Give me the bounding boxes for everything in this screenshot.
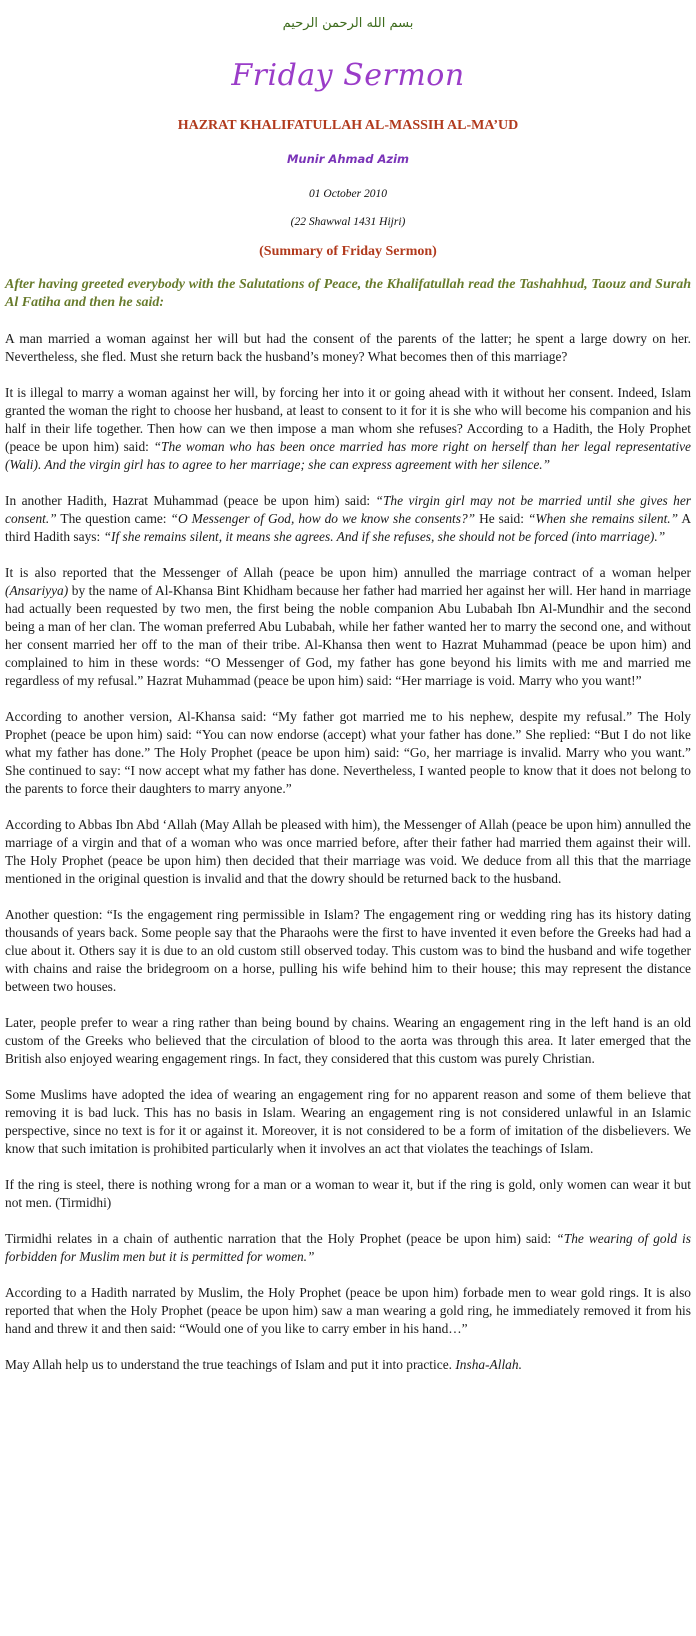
paragraph-text: It is also reported that the Messenger of Allah (peace be upon him) annulled the marriage contract of a woman helper xyxy=(5,565,691,580)
paragraph-abbas: According to Abbas Ibn Abd ‘Allah (May Allah be pleased with him), the Messenger of Allah (peace be upon him) annulled the marriage of a virgin and that of a woman who was once married before, after their father had married them against their will. The Holy Prophet (peace be upon him) then decided that their marriage was void. We deduce from all this that the marriage mentioned in the original question is invalid and that the dowry should be returned back to the husband. xyxy=(5,817,691,886)
paragraph-text: It is illegal to marry a woman against her will, by forcing her into it or going ahead with it without her consent. Indeed, Islam granted the woman the right to choose her husband, at least to consent to it for it is she who will become his companion and his half in their life together. Then how can we then impose a man whom she refuses? According to a Hadith, the Holy Prophet (peace be upon him) said: xyxy=(5,385,691,454)
hadith-quote: “The woman who has been once married has more right on herself than her legal representative (Wali). And the virgin girl has to agree to her marriage; she can express agreement with her silence.” xyxy=(5,439,691,472)
hadith-quote: “If she remains silent, it means she agrees. And if she refuses, she should not be forced (into marriage).” xyxy=(103,529,666,544)
paragraph-muslims-ring: Some Muslims have adopted the idea of wearing an engagement ring for no apparent reason and some of them believe that removing it is bad luck. This has no basis in Islam. Wearing an engagement ring is not considered unlawful in an Islamic perspective, since no text is for it or against it. Moreover, it is not considered to be a form of imitation of the disbelievers. We know that such imitation is prohibited particularly when it involves an act that violates the teachings of Islam. xyxy=(5,1087,691,1156)
author-name: Munir Ahmad Azim xyxy=(286,152,410,166)
paragraph-muslim-hadith: According to a Hadith narrated by Muslim, the Holy Prophet (peace be upon him) forbade men to wear gold rings. It is also reported that when the Holy Prophet (peace be upon him) saw a man wearing a gold ring, he immediately removed it from his hand and threw it and then said: “Would one of you like to carry ember in his hand…” xyxy=(5,1285,691,1336)
khalifatullah-heading: HAZRAT KHALIFATULLAH AL-MASSIH AL-MA’UD xyxy=(177,118,519,133)
hadith-quote: “When she remains silent.” xyxy=(527,511,679,526)
paragraph-steel-gold: If the ring is steel, there is nothing wrong for a man or a woman to wear it, but if the ring is gold, only women can wear it but not men. (Tirmidhi) xyxy=(5,1177,691,1210)
sermon-date: 01 October 2010 xyxy=(309,188,387,200)
paragraph-text: The question came: xyxy=(56,511,171,526)
italic-term: (Ansariyya) xyxy=(5,583,69,598)
intro-paragraph: After having greeted everybody with the Salutations of Peace, the Khalifatullah read the Tashahhud, Taouz and Surah Al Fatiha and then he said: xyxy=(5,277,691,310)
hadith-quote: “The wearing of gold is forbidden for Muslim men but it is permitted for women.” xyxy=(5,1231,691,1264)
paragraph-al-khansa xyxy=(5,564,691,690)
paragraph-another-version: According to another version, Al-Khansa said: “My father got married me to his nephew, despite my refusal.” The Holy Prophet (peace be upon him) said: “You can now endorse (accept) what your father has done.” She replied: “But I do not like what my father has done.” The Holy Prophet (peace be upon him) said: “Go, her marriage is invalid. Marry who you want.” She continued to say: “I now accept what my father has done. Nevertheless, I wanted people to know that it does not belong to the parents to force their daughters to marry anyone.” xyxy=(5,709,691,796)
paragraph-text: A third Hadith says: xyxy=(5,511,691,544)
paragraph-ring-custom: Later, people prefer to wear a ring rather than being bound by chains. Wearing an engagement ring in the left hand is an old custom of the Greeks who believed that the circulation of blood to the aorta was through this area. It later emerged that the British also enjoyed wearing engagement rings. In fact, they considered that this custom was purely Christian. xyxy=(5,1015,691,1066)
paragraph-another-hadith xyxy=(5,492,691,546)
paragraph-engagement-ring: Another question: “Is the engagement ring permissible in Islam? The engagement ring or wedding ring has its history dating thousands of years back. Some people say that the Pharaohs were the first to have invented it even before the Greeks had had a clue about it. Others say it is due to an old custom still observed today. This custom was to bind the husband and wife together with chains and raise the bridegroom on a horse, pulling his wife behind him to their house; this may represent the distance between two houses. xyxy=(5,907,691,994)
hadith-quote: “O Messenger of God, how do we know she consents?” xyxy=(170,511,476,526)
paragraph-tirmidhi xyxy=(5,1230,691,1266)
hijri-date: (22 Shawwal 1431 Hijri) xyxy=(290,216,406,228)
page-title: Friday Sermon xyxy=(231,58,465,93)
paragraph-question: A man married a woman against her will but had the consent of the parents of the latter; he spent a large dowry on her. Nevertheless, she fled. Must she return back the husband’s money? What becomes then of this marriage? xyxy=(5,331,691,364)
hadith-quote: “The virgin girl may not be married until she gives her consent.” xyxy=(5,493,691,526)
paragraph-text: He said: xyxy=(475,511,528,526)
basmala-calligraphy: بسم الله الرحمن الرحيم xyxy=(282,16,414,31)
insha-allah: Insha-Allah. xyxy=(455,1357,522,1372)
paragraph-text: In another Hadith, Hazrat Muhammad (peace be upon him) said: xyxy=(5,493,376,508)
paragraph-text: May Allah help us to understand the true teachings of Islam and put it into practice. xyxy=(5,1357,456,1372)
paragraph-closing xyxy=(5,1356,691,1374)
paragraph-text: Tirmidhi relates in a chain of authentic narration that the Holy Prophet (peace be upon him) said: xyxy=(5,1231,557,1246)
summary-heading: (Summary of Friday Sermon) xyxy=(259,244,437,259)
paragraph-text: by the name of Al-Khansa Bint Khidham because her father had married her against her will. Her hand in marriage had actually been requested by two men, the first being the noble companion Abu Lubabah Ibn Al-Mundhir and the second being a man of her clan. The woman preferred Abu Lubabah, while her father wanted her to marry the second one, and without her consent married her off to the man of their tribe. Al-Khansa then went to Hazrat Muhammad (peace be upon him) and complained to him in these words: “O Messenger of God, my father has gone beyond his limits with me and married me regardless of my refusal.” Hazrat Muhammad (peace be upon him) said: “Her marriage is void. Marry who you want!” xyxy=(5,583,691,688)
paragraph-illegal-marriage xyxy=(5,384,691,474)
